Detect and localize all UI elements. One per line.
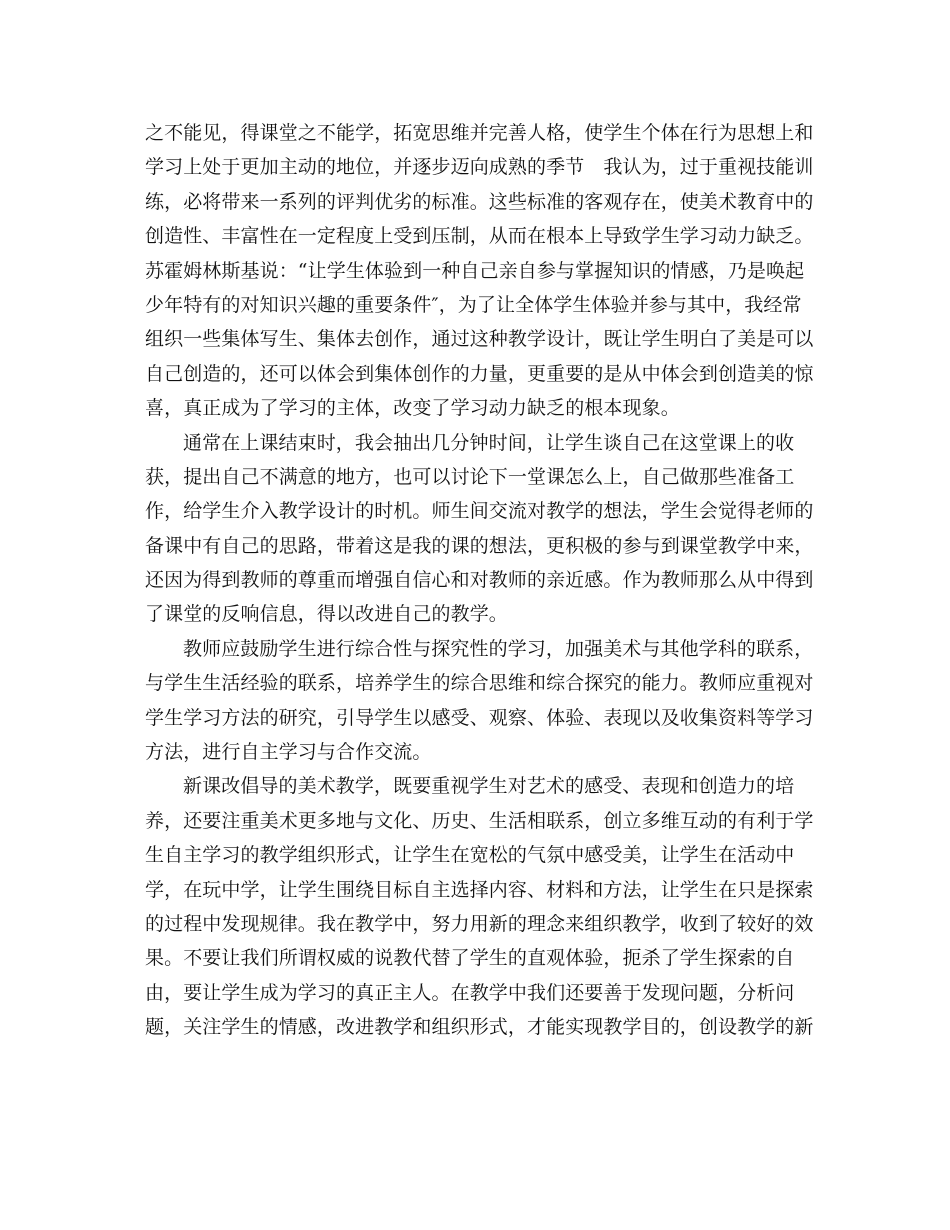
paragraph-first-line: 新课改倡导的美术教学，既要重视学生对艺术的感受、表现和创造力的培 bbox=[183, 775, 795, 798]
text-line: 学生学习方法的研究，引导学生以感受、观察、体验、表现以及收集资料等学习 bbox=[145, 706, 814, 729]
text-line: 备课中有自己的思路，带着这是我的课的想法，更积极的参与到课堂教学中来， bbox=[145, 534, 814, 557]
text-line: 少年特有的对知识兴趣的重要条件″，为了让全体学生体验并参与其中，我经常 bbox=[145, 293, 802, 316]
body-text bbox=[145, 116, 814, 1045]
text-line: 自己创造的，还可以体会到集体创作的力量，更重要的是从中体会到创造美的惊 bbox=[145, 362, 814, 385]
text-line: 了课堂的反响信息，得以改进自己的教学。 bbox=[145, 603, 508, 626]
text-line: 练，必将带来一系列的评判优劣的标准。这些标准的客观存在，使美术教育中的 bbox=[145, 190, 814, 213]
text-line: 学习上处于更加主动的地位，并逐步迈向成熟的季节 我认为，过于重视技能训 bbox=[145, 156, 814, 179]
text-line: 养，还要注重美术更多地与文化、历史、生活相联系，创立多维互动的有利于学 bbox=[145, 809, 814, 832]
text-line: 作，给学生介入教学设计的时机。师生间交流对教学的想法，学生会觉得老师的 bbox=[145, 500, 814, 523]
paragraph-first-line: 教师应鼓励学生进行综合性与探究性的学习，加强美术与其他学科的联系， bbox=[183, 637, 814, 660]
text-line: 喜，真正成为了学习的主体，改变了学习动力缺乏的根本现象。 bbox=[145, 397, 680, 420]
text-line: 苏霍姆林斯基说：“让学生体验到一种自己亲自参与掌握知识的情感，乃是唤起 bbox=[145, 259, 805, 282]
text-line: 之不能见，得课堂之不能学，拓宽思维并完善人格，使学生个体在行为思想上和 bbox=[145, 122, 814, 144]
text-line: 题，关注学生的情感，改进教学和组织形式，才能实现教学目的，创设教学的新 bbox=[145, 1016, 814, 1039]
text-line: 方法，进行自主学习与合作交流。 bbox=[145, 741, 432, 764]
text-line: 由，要让学生成为学习的真正主人。在教学中我们还要善于发现问题，分析问 bbox=[145, 981, 795, 1004]
text-line: 还因为得到教师的尊重而增强自信心和对教师的亲近感。作为教师那么从中得到 bbox=[145, 569, 814, 592]
text-line: 创造性、丰富性在一定程度上受到压制，从而在根本上导致学生学习动力缺乏。 bbox=[145, 225, 814, 248]
text-line: 获，提出自己不满意的地方，也可以讨论下一堂课怎么上，自己做那些准备工 bbox=[145, 465, 795, 488]
text-line: 果。不要让我们所谓权威的说教代替了学生的直观体验，扼杀了学生探索的自 bbox=[145, 947, 795, 970]
text-line: 学，在玩中学，让学生围绕目标自主选择内容、材料和方法，让学生在只是探索 bbox=[145, 878, 814, 901]
paragraph-first-line: 通常在上课结束时，我会抽出几分钟时间，让学生谈自己在这堂课上的收 bbox=[183, 431, 795, 454]
text-line: 生自主学习的教学组织形式，让学生在宽松的气氛中感受美，让学生在活动中 bbox=[145, 844, 795, 867]
text-line: 的过程中发现规律。我在教学中，努力用新的理念来组织教学，收到了较好的效 bbox=[145, 912, 814, 935]
text-line: 与学生生活经验的联系，培养学生的综合思维和综合探究的能力。教师应重视对 bbox=[145, 672, 814, 695]
text-line: 组织一些集体写生、集体去创作，通过这种教学设计，既让学生明白了美是可以 bbox=[145, 328, 814, 351]
